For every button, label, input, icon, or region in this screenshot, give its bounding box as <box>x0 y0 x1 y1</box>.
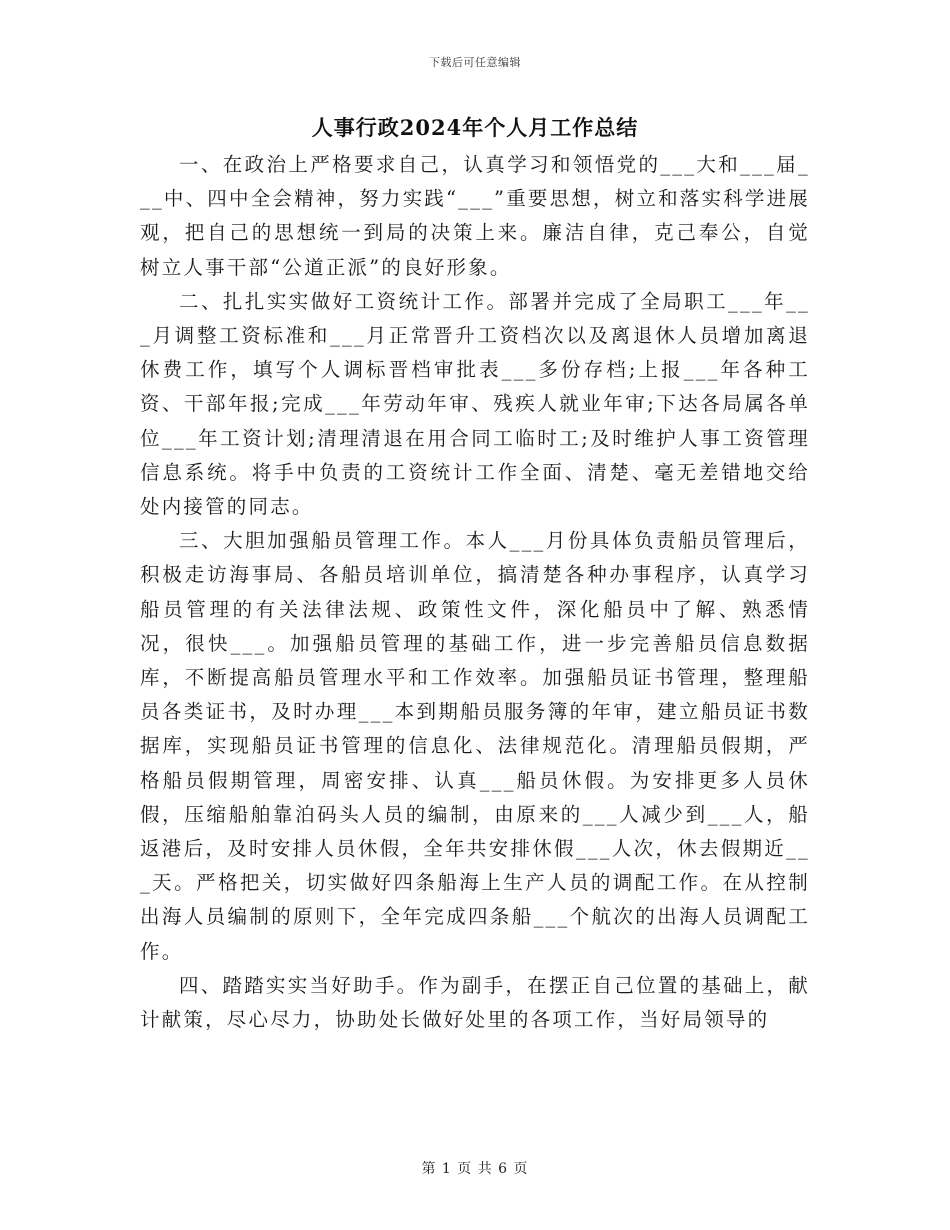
paragraph-3: 三、大胆加强船员管理工作。本人___月份具体负责船员管理后，积极走访海事局、各船员培训单位，搞清楚各种办事程序，认真学习船员管理的有关法律法规、政策性文件，深化船员中了解、熟悉情况，很快___。加强船员管理的基础工作，进一步完善船员信息数据库，不断提高船员管理水平和工作效率。加强船员证书管理，整理船员各类证书，及时办理___本到期船员服务簿的年审，建立船员证书数据库，实现船员证书管理的信息化、法律规范化。清理船员假期，严格船员假期管理，周密安排、认真___船员休假。为安排更多人员休假，压缩船舶靠泊码头人员的编制，由原来的___人减少到___人，船返港后，及时安排人员休假，全年共安排休假___人次，休去假期近___天。严格把关，切实做好四条船海上生产人员的调配工作。在从控制出海人员编制的原则下，全年完成四条船___个航次的出海人员调配工作。 <box>140 529 810 963</box>
paragraph-4: 四、踏踏实实当好助手。作为副手，在摆正自己位置的基础上，献计献策，尽心尽力，协助处长做好处里的各项工作，当好局领导的 <box>140 973 810 1032</box>
paragraph-1: 一、在政治上严格要求自己，认真学习和领悟党的___大和___届___中、四中全会精神，努力实践“___”重要思想，树立和落实科学进展观，把自己的思想统一到局的决策上来。廉洁自律，克己奉公，自觉树立人事干部“公道正派”的良好形象。 <box>140 153 810 279</box>
page-number-footer: 第 1 页 共 6 页 <box>421 1161 529 1177</box>
document-body <box>140 148 810 1037</box>
document-title: 人事行政2024年个人月工作总结 <box>311 115 639 140</box>
paragraph-2: 二、扎扎实实做好工资统计工作。部署并完成了全局职工___年___月调整工资标准和___月正常晋升工资档次以及离退休人员增加离退休费工作，填写个人调标晋档审批表___多份存档;上报___年各种工资、干部年报;完成___年劳动年审、残疾人就业年审;下达各局属各单位___年工资计划;清理清退在用合同工临时工;及时维护人事工资管理信息系统。将手中负责的工资统计工作全面、清楚、毫无差错地交给处内接管的同志。 <box>140 289 810 519</box>
page-header-note: 下载后可任意编辑 <box>429 56 521 69</box>
